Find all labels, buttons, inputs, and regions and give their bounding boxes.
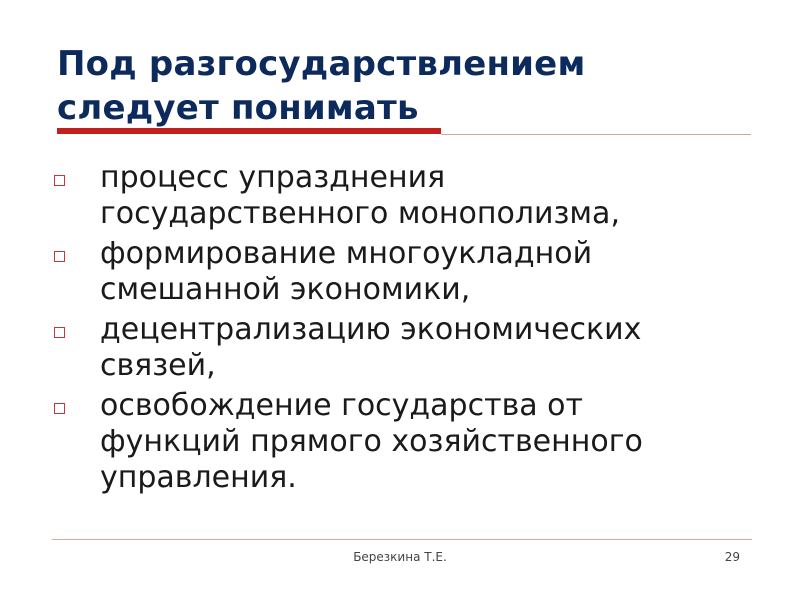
- bullet-item-2: [48, 236, 768, 308]
- bullet-4-line-1: освобождение государства от: [100, 388, 584, 423]
- bullet-item-3: [48, 312, 768, 384]
- bullet-3-line-1: децентрализацию экономических: [100, 312, 642, 347]
- hollow-square-icon: [54, 403, 65, 414]
- hollow-square-icon: [54, 251, 65, 262]
- title-underline-thin: [441, 134, 751, 135]
- title-underline-accent: [57, 128, 441, 134]
- slide-title-line-1: Под разгосударствлением: [57, 44, 586, 84]
- hollow-square-icon: [54, 327, 65, 338]
- bullet-2-line-2: смешанной экономики,: [100, 272, 471, 307]
- bullet-4-line-2: функций прямого хозяйственного: [100, 424, 643, 459]
- slide-title-line-2: следует понимать: [57, 88, 419, 128]
- bullet-2-line-1: формирование многоукладной: [100, 236, 593, 271]
- bullet-list: [48, 160, 768, 500]
- bullet-1-line-1: процесс упразднения: [100, 160, 446, 195]
- bullet-item-4: [48, 388, 768, 496]
- footer-divider: [52, 539, 752, 540]
- footer-author: Березкина Т.Е.: [353, 550, 447, 564]
- hollow-square-icon: [54, 175, 65, 186]
- bullet-1-line-2: государственного монополизма,: [100, 196, 620, 231]
- slide-title: [57, 42, 757, 130]
- page-number: 29: [724, 550, 740, 564]
- bullet-item-1: [48, 160, 768, 232]
- bullet-4-line-3: управления.: [100, 460, 297, 495]
- bullet-3-line-2: связей,: [100, 348, 216, 383]
